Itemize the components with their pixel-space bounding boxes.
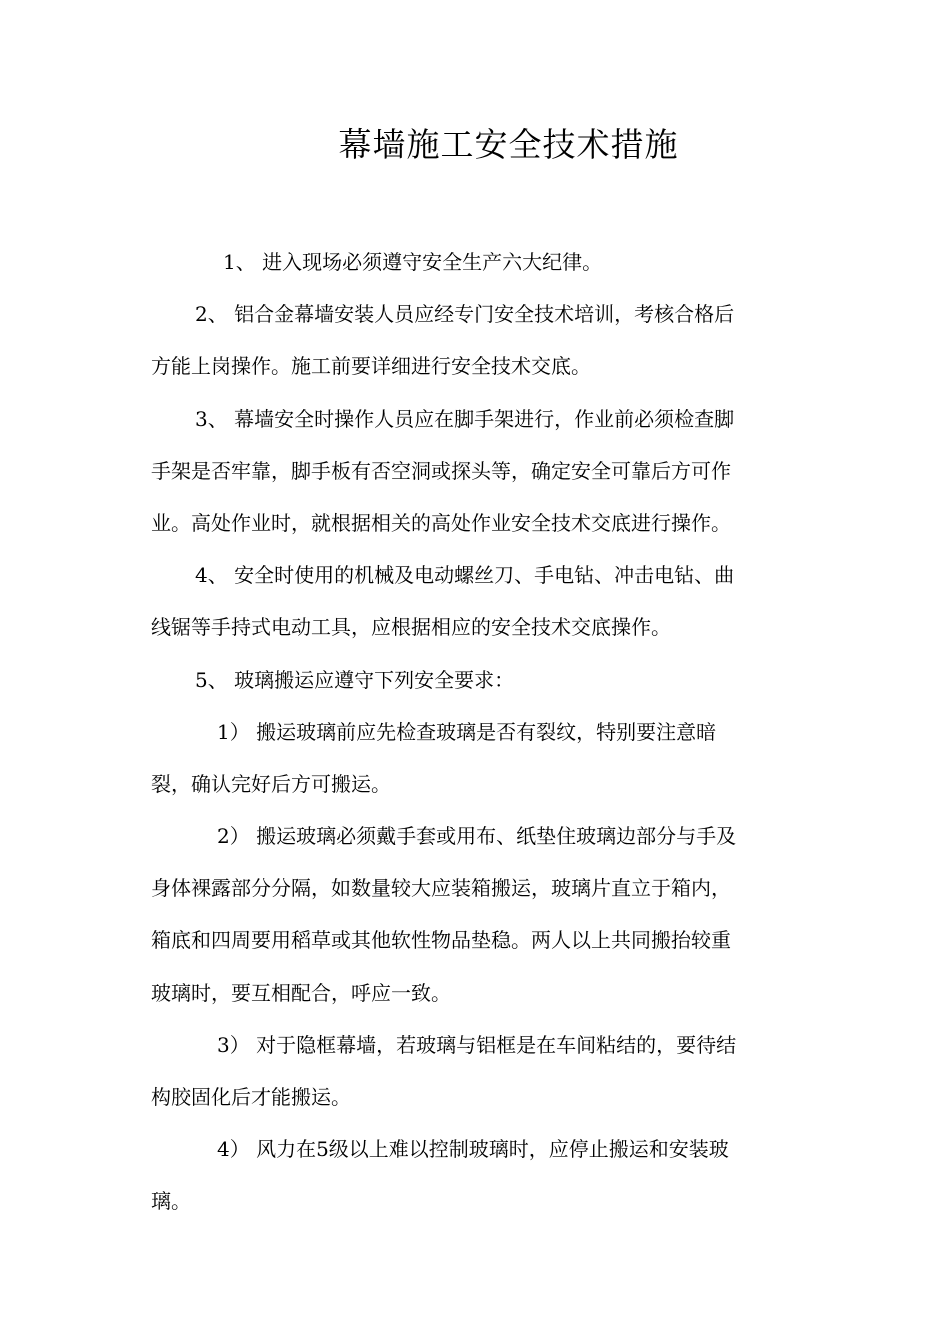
sub-item-3 <box>151 1019 801 1123</box>
paragraph-line: 裂，确认完好后方可搬运。 <box>151 771 391 796</box>
paragraph-line: 业。高处作业时，就根据相关的高处作业安全技术交底进行操作。 <box>151 510 731 535</box>
paragraph-line: 构胶固化后才能搬运。 <box>151 1085 351 1109</box>
paragraph-line: 身体裸露部分分隔，如数量较大应装箱搬运，玻璃片直立于箱内， <box>151 876 731 901</box>
paragraph-line: 2） 搬运玻璃必须戴手套或用布、纸垫住玻璃边部分与手及 <box>217 824 737 849</box>
paragraph-line: 3、 幕墙安全时操作人员应在脚手架进行，作业前必须检查脚 <box>195 406 735 431</box>
paragraph-line: 玻璃时，要互相配合，呼应一致。 <box>151 980 451 1005</box>
paragraph-line: 4、 安全时使用的机械及电动螺丝刀、手电钻、冲击电钻、曲 <box>195 563 735 588</box>
paragraph-line: 方能上岗操作。施工前要详细进行安全技术交底。 <box>151 354 591 379</box>
paragraph-line: 4） 风力在5级以上难以控制玻璃时，应停止搬运和安装玻 <box>217 1137 729 1162</box>
paragraph-line: 手架是否牢靠，脚手板有否空洞或探头等，确定安全可靠后方可作 <box>151 458 731 483</box>
paragraph-line: 1、 进入现场必须遵守安全生产六大纪律。 <box>223 250 603 274</box>
paragraph-5 <box>151 654 801 706</box>
sub-item-2 <box>151 810 801 1019</box>
document-title: 幕墙施工安全技术措施 <box>338 125 679 164</box>
paragraph-3 <box>151 393 801 550</box>
paragraph-line: 2、 铝合金幕墙安装人员应经专门安全技术培训，考核合格后 <box>195 302 735 327</box>
document-body <box>151 236 801 1228</box>
paragraph-2 <box>151 288 801 392</box>
paragraph-line: 璃。 <box>151 1189 191 1214</box>
paragraph-line: 1） 搬运玻璃前应先检查玻璃是否有裂纹，特别要注意暗 <box>217 719 717 744</box>
paragraph-line: 3） 对于隐框幕墙，若玻璃与铝框是在车间粘结的，要待结 <box>217 1032 737 1057</box>
paragraph-line: 5、 玻璃搬运应遵守下列安全要求： <box>195 667 515 692</box>
sub-item-4 <box>151 1123 801 1227</box>
paragraph-line: 线锯等手持式电动工具，应根据相应的安全技术交底操作。 <box>151 615 671 640</box>
paragraph-4 <box>151 549 801 653</box>
paragraph-line: 箱底和四周要用稻草或其他软性物品垫稳。两人以上共同搬抬较重 <box>151 928 731 953</box>
sub-item-1 <box>151 706 801 810</box>
paragraph-1 <box>151 236 801 288</box>
